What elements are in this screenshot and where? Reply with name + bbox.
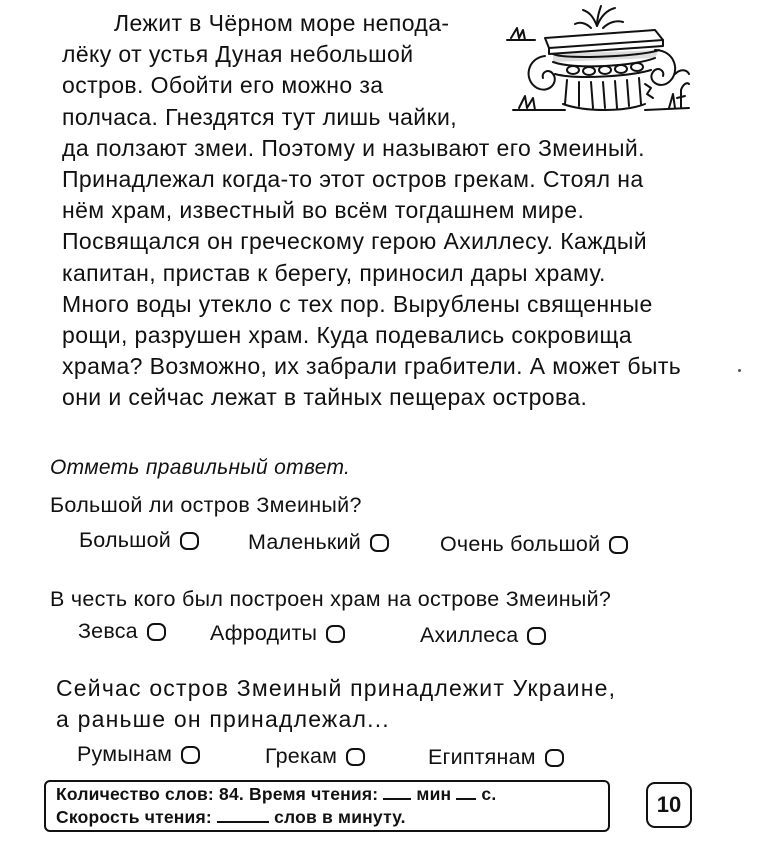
passage-line: они и сейчас лежат в тайных пещерах острова. xyxy=(62,384,588,411)
passage-line: да ползают змеи. Поэтому и называют его Змеиный. xyxy=(62,134,645,161)
reading-time-label: Время чтения: xyxy=(249,784,379,804)
print-speck xyxy=(738,369,741,372)
question-3-text-line-1: Сейчас остров Змеиный принадлежит Украине, xyxy=(56,675,617,701)
word-count-label: Количество слов: 84. xyxy=(56,784,244,804)
option-label: Египтянам xyxy=(428,745,536,769)
passage-line: рощи, разрушен храм. Куда подевались сокровища xyxy=(62,321,633,348)
question-1-text: Большой ли остров Змеиный? xyxy=(50,493,362,517)
passage-line: храма? Возможно, их забрали грабители. А может быть xyxy=(62,353,682,380)
option-label: Ахиллеса xyxy=(420,623,519,647)
answer-checkbox[interactable] xyxy=(370,534,389,552)
answer-checkbox[interactable] xyxy=(609,536,628,554)
answer-checkbox[interactable] xyxy=(147,623,166,641)
reading-speed-label: Скорость чтения: xyxy=(56,807,212,827)
option-label: Маленький xyxy=(248,530,361,554)
question-2-option-3[interactable] xyxy=(420,623,546,648)
option-label: Зевса xyxy=(78,619,138,643)
minutes-blank[interactable] xyxy=(383,783,411,800)
question-2-text: В честь кого был построен храм на острове Змеиный? xyxy=(50,587,612,611)
passage-line: остров. Обойти его можно за xyxy=(62,72,384,99)
answer-checkbox[interactable] xyxy=(180,532,199,550)
instruction-text: Отметь правильный ответ. xyxy=(50,456,351,479)
option-label: Грекам xyxy=(265,744,338,768)
answer-checkbox[interactable] xyxy=(346,748,365,766)
speed-unit-label: слов в минуту. xyxy=(274,807,406,827)
passage-line: полчаса. Гнездятся тут лишь чайки, xyxy=(62,103,458,130)
minutes-label: мин xyxy=(416,784,452,804)
question-1-option-3[interactable] xyxy=(440,532,628,557)
answer-checkbox[interactable] xyxy=(545,749,564,767)
speed-blank[interactable] xyxy=(217,806,269,823)
reading-stats-line-1 xyxy=(56,783,496,805)
answer-checkbox[interactable] xyxy=(527,627,546,645)
page-number: 10 xyxy=(646,782,692,828)
passage-line: Принадлежал когда-то этот остров грекам. Стоял на xyxy=(62,165,644,192)
passage-line: лёку от устья Дуная небольшой xyxy=(62,41,414,68)
passage-line: капитан, пристав к берегу, приносил дары храму. xyxy=(62,259,606,286)
reading-stats-line-2 xyxy=(56,806,406,828)
question-3-option-2[interactable] xyxy=(265,744,365,769)
option-label: Большой xyxy=(79,528,171,552)
question-3-text-line-2: а раньше он принадлежал... xyxy=(56,706,390,732)
passage-line: Посвящался он греческому герою Ахиллесу. Каждый xyxy=(62,228,648,255)
question-3-option-3[interactable] xyxy=(428,745,564,770)
seconds-label: с. xyxy=(481,784,497,804)
ruined-column-icon xyxy=(505,4,693,116)
passage-line: Много воды утекло с тех пор. Вырублены священные xyxy=(62,290,653,317)
answer-checkbox[interactable] xyxy=(326,625,345,643)
option-label: Афродиты xyxy=(210,621,318,645)
seconds-blank[interactable] xyxy=(456,783,476,800)
question-1-option-1[interactable] xyxy=(79,528,199,553)
question-1-option-2[interactable] xyxy=(248,530,389,555)
question-2-option-1[interactable] xyxy=(78,619,166,644)
option-label: Румынам xyxy=(77,742,173,766)
reading-stats-box xyxy=(44,780,610,832)
question-3-option-1[interactable] xyxy=(77,742,200,767)
answer-checkbox[interactable] xyxy=(181,746,200,764)
passage-line: нём храм, известный во всём тогдашнем мире. xyxy=(62,197,585,224)
option-label: Очень большой xyxy=(440,532,601,556)
passage-line: Лежит в Чёрном море непода- xyxy=(114,10,450,36)
question-2-option-2[interactable] xyxy=(210,621,345,646)
